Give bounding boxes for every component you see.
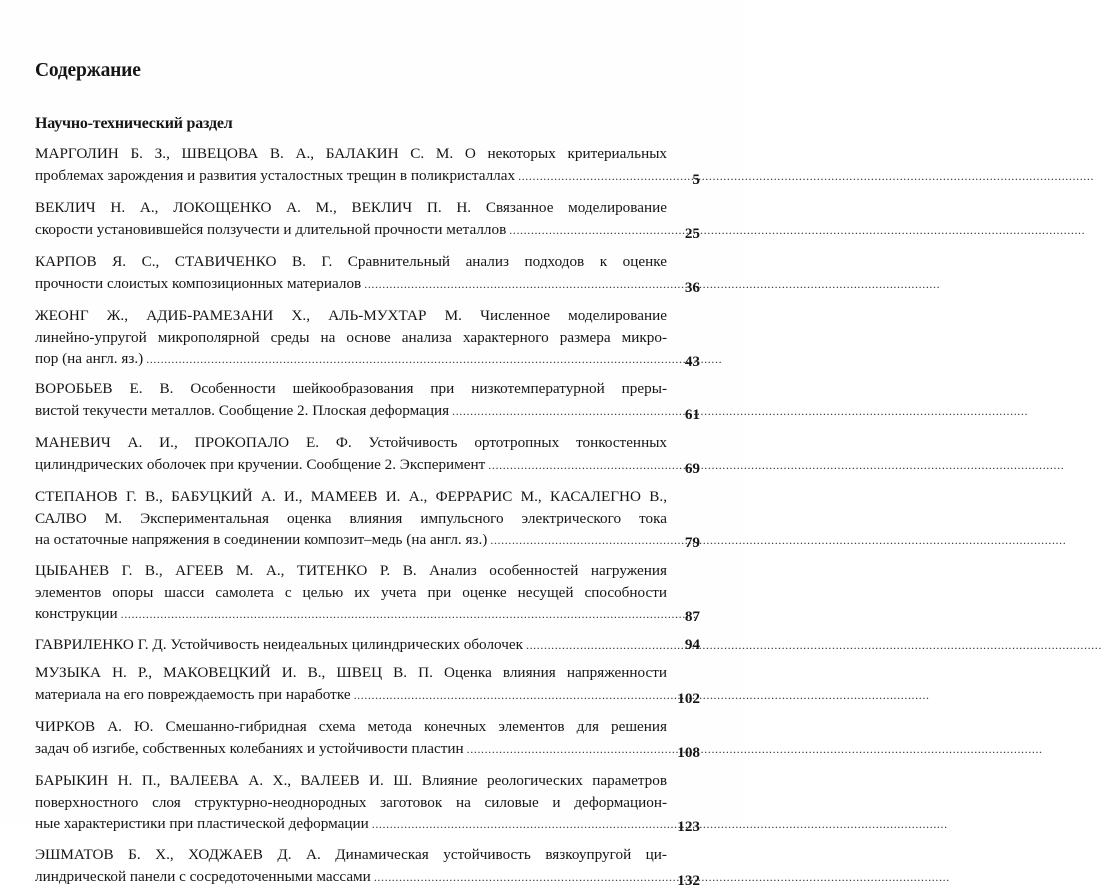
toc-entry-line: МУЗЫКА Н. Р., МАКОВЕЦКИЙ И. В., ШВЕЦ В. П. Оценка влияния напряженности [35,662,667,684]
toc-entry-line: ные характеристики при пластической деформации [35,813,369,835]
dot-leader [518,166,1094,188]
toc-entry-line: линдрической панели с сосредоточенными массами [35,866,371,888]
toc-page-number: 79 [685,532,700,554]
toc-entry[interactable] [35,486,700,553]
section-title: Научно-технический раздел [35,113,233,135]
dot-leader [372,814,948,836]
toc-entry-line: поверхностного слоя структурно-неоднородных заготовок на силовые и деформацион- [35,792,667,814]
toc-entry-line: цилиндрических оболочек при кручении. Сообщение 2. Эксперимент [35,454,485,476]
toc-entry[interactable] [35,197,700,244]
dot-leader [121,604,697,626]
toc-page-number: 25 [685,223,700,245]
toc-entry-line: ЧИРКОВ А. Ю. Смешанно-гибридная схема метода конечных элементов для решения [35,716,667,738]
toc-entry[interactable] [35,560,700,627]
toc-entry-line: САЛВО М. Экспериментальная оценка влияния импульсного электрического тока [35,508,667,530]
toc-entry[interactable] [35,143,700,190]
toc-page-number: 61 [685,404,700,426]
toc-entry-line: линейно-упругой микрополярной среды на основе анализа характерного размера микро- [35,327,667,349]
table-of-contents [35,143,700,808]
toc-page-number: 43 [685,351,700,373]
toc-entry-line: элементов опоры шасси самолета с целью их учета при оценке несущей способности [35,582,667,604]
toc-page-number: 108 [677,742,700,764]
toc-page-number: 87 [685,606,700,628]
dot-leader [490,530,1066,552]
dot-leader [364,274,940,296]
toc-entry[interactable] [35,251,700,298]
toc-entry-line: ГАВРИЛЕНКО Г. Д. Устойчивость неидеальных цилиндрических оболочек [35,634,523,656]
dot-leader [488,455,1064,477]
toc-entry-line: СТЕПАНОВ Г. В., БАБУЦКИЙ А. И., МАМЕЕВ И. А., ФЕРРАРИС М., КАСАЛЕГНО В., [35,486,667,508]
dot-leader [526,635,1102,657]
toc-entry-line: скорости установившейся ползучести и длительной прочности металлов [35,219,506,241]
toc-entry[interactable] [35,770,700,837]
toc-entry-line: проблемах зарождения и развития усталостных трещин в поликристаллах [35,165,515,187]
toc-page-number: 94 [685,634,700,656]
toc-entry[interactable] [35,634,700,655]
toc-entry-line: ВЕКЛИЧ Н. А., ЛОКОЩЕНКО А. М., ВЕКЛИЧ П. Н. Связанное моделирование [35,197,667,219]
toc-entry-line: БАРЫКИН Н. П., ВАЛЕЕВА А. Х., ВАЛЕЕВ И. Ш. Влияние реологических параметров [35,770,667,792]
dot-leader [452,401,1028,423]
toc-page-number: 36 [685,277,700,299]
dot-leader [467,739,1043,761]
toc-entry-line: прочности слоистых композиционных материалов [35,273,361,295]
toc-entry-line: на остаточные напряжения в соединении композит–медь (на англ. яз.) [35,529,487,551]
toc-page-number: 69 [685,458,700,480]
dot-leader [146,349,722,371]
page-heading: Содержание [35,59,141,83]
toc-entry-line: МАРГОЛИН Б. З., ШВЕЦОВА В. А., БАЛАКИН С. М. О некоторых критериальных [35,143,667,165]
toc-entry-line: ЖЕОНГ Ж., АДИБ-РАМЕЗАНИ Х., АЛЬ-МУХТАР М. Численное моделирование [35,305,667,327]
toc-entry[interactable] [35,305,700,372]
toc-entry-line: ЦЫБАНЕВ Г. В., АГЕЕВ М. А., ТИТЕНКО Р. В. Анализ особенностей нагружения [35,560,667,582]
toc-entry-line: вистой текучести металлов. Сообщение 2. Плоская деформация [35,400,449,422]
toc-entry[interactable] [35,716,700,763]
dot-leader [509,220,1085,242]
toc-page-number: 123 [677,816,700,838]
toc-entry[interactable] [35,844,700,891]
toc-entry-line: задач об изгибе, собственных колебаниях и устойчивости пластин [35,738,464,760]
toc-entry[interactable] [35,432,700,479]
toc-page-number: 102 [677,688,700,710]
toc-entry-line: материала на его повреждаемость при наработке [35,684,351,706]
toc-entry-line: конструкции [35,603,118,625]
toc-entry-line: пор (на англ. яз.) [35,348,143,370]
toc-entry-line: ВОРОБЬЕВ Е. В. Особенности шейкообразования при низкотемпературной преры- [35,378,667,400]
toc-entry[interactable] [35,378,700,425]
dot-leader [374,867,950,889]
toc-entry-line: КАРПОВ Я. С., СТАВИЧЕНКО В. Г. Сравнительный анализ подходов к оценке [35,251,667,273]
toc-entry-line: ЭШМАТОВ Б. Х., ХОДЖАЕВ Д. А. Динамическая устойчивость вязкоупругой ци- [35,844,667,866]
toc-entry[interactable] [35,662,700,709]
dot-leader [354,685,930,707]
toc-page-number: 5 [692,169,700,191]
toc-entry-line: МАНЕВИЧ А. И., ПРОКОПАЛО Е. Ф. Устойчивость ортотропных тонкостенных [35,432,667,454]
toc-page-number: 132 [677,870,700,891]
